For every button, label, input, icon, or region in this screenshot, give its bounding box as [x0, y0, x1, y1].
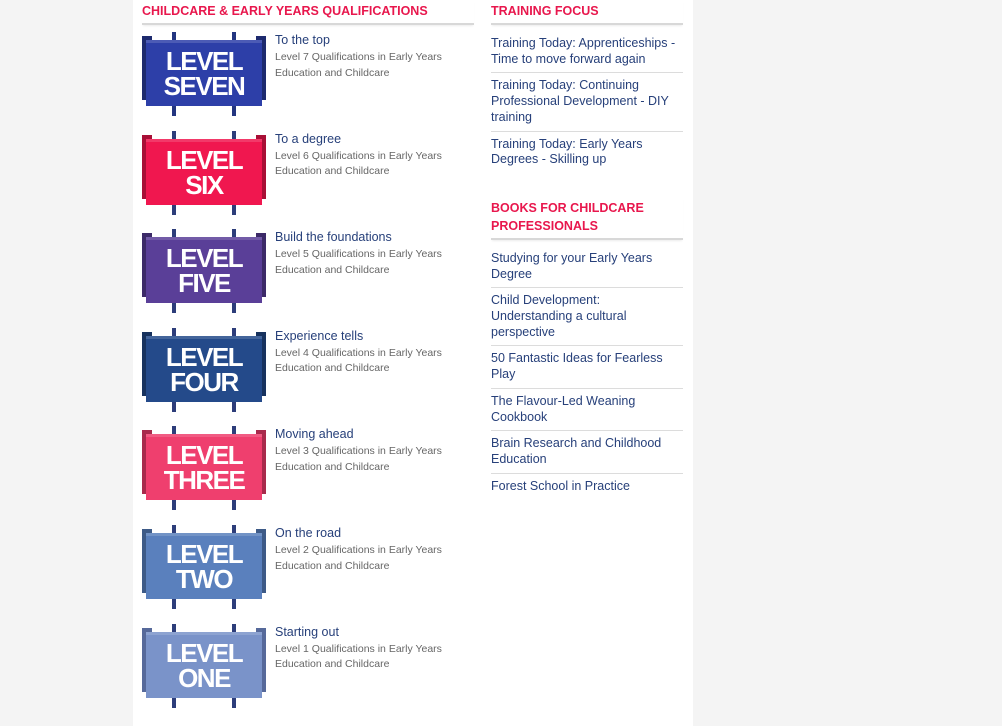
level-text-block: [275, 229, 474, 278]
book-item: [491, 389, 683, 431]
level-description: Level 3 Qualifications in Early Years Education and Childcare: [275, 445, 442, 473]
badge-number-text: ONE: [178, 662, 230, 693]
level-description: Level 6 Qualifications in Early Years Education and Childcare: [275, 149, 442, 178]
level-title-link[interactable]: Build the foundations: [275, 230, 392, 245]
book-link[interactable]: The Flavour-Led Weaning Cookbook: [491, 393, 636, 424]
level-description: Level 5 Qualifications in Early Years Education and Childcare: [275, 248, 442, 276]
training-item: [491, 73, 683, 131]
book-link[interactable]: Forest School in Practice: [491, 478, 630, 493]
book-link[interactable]: Studying for your Early Years Degree: [491, 250, 653, 281]
level-item[interactable]: [142, 328, 474, 412]
level-item[interactable]: [142, 131, 474, 215]
training-focus-heading: TRAINING FOCUS: [491, 0, 683, 25]
level-title-link[interactable]: To the top: [275, 33, 330, 47]
level-badge[interactable]: [142, 32, 266, 116]
sidebar-column: [491, 0, 683, 499]
level-title-link[interactable]: To a degree: [275, 131, 342, 146]
badge-level-text: LEVEL: [165, 440, 243, 471]
level-text-block: [275, 328, 474, 377]
books-links-list: [491, 246, 683, 499]
level-badge[interactable]: [142, 131, 266, 215]
badge-number-text: FOUR: [170, 366, 238, 397]
qualifications-column: [142, 0, 474, 693]
training-link[interactable]: Training Today: Continuing Professional Development - DIY training: [491, 78, 669, 124]
badge-level-text: LEVEL: [165, 637, 243, 668]
level-badge[interactable]: [142, 328, 266, 412]
book-link[interactable]: 50 Fantastic Ideas for Fearless Play: [491, 351, 663, 382]
badge-number-text: TWO: [175, 564, 233, 594]
level-description: Level 7 Qualifications in Early Years Education and Childcare: [275, 51, 442, 79]
level-title-link[interactable]: On the road: [275, 526, 342, 540]
level-description: Level 4 Qualifications in Early Years Education and Childcare: [275, 346, 442, 375]
badge-number-text: SIX: [185, 169, 223, 200]
badge-number-text: FIVE: [178, 268, 230, 299]
level-title-link[interactable]: Experience tells: [275, 328, 364, 343]
book-item: [491, 288, 683, 346]
content-panel: [133, 0, 693, 726]
badge-level-text: LEVEL: [165, 539, 243, 569]
level-text-block: [275, 525, 474, 574]
level-title-link[interactable]: Starting out: [275, 624, 339, 639]
book-link[interactable]: Brain Research and Childhood Education: [491, 436, 662, 466]
training-item: [491, 132, 683, 173]
level-item[interactable]: [142, 32, 474, 116]
book-item: [491, 431, 683, 473]
level-text-block: [275, 131, 474, 180]
level-description: Level 1 Qualifications in Early Years Education and Childcare: [275, 642, 442, 671]
level-item[interactable]: [142, 229, 474, 313]
book-item: [491, 246, 683, 288]
badge-number-text: SEVEN: [163, 71, 245, 101]
level-item[interactable]: [142, 624, 474, 708]
level-title-link[interactable]: Moving ahead: [275, 427, 354, 442]
training-link[interactable]: Training Today: Apprenticeships - Time to move forward again: [491, 36, 676, 66]
training-link[interactable]: Training Today: Early Years Degrees - Skilling up: [491, 136, 643, 167]
level-badge[interactable]: [142, 426, 266, 510]
books-heading: BOOKS FOR CHILDCARE PROFESSIONALS: [491, 197, 683, 240]
qualifications-heading: CHILDCARE & EARLY YEARS QUALIFICATIONS: [142, 0, 474, 25]
level-badge[interactable]: [142, 229, 266, 313]
level-badge[interactable]: [142, 624, 266, 708]
level-text-block: [275, 426, 474, 475]
badge-level-text: LEVEL: [165, 46, 243, 76]
badge-number-text: THREE: [163, 465, 245, 496]
training-item: [491, 31, 683, 73]
badge-level-text: LEVEL: [165, 341, 243, 372]
level-description: Level 2 Qualifications in Early Years Education and Childcare: [275, 544, 442, 572]
level-item[interactable]: [142, 426, 474, 510]
level-text-block: [275, 32, 474, 81]
level-badge[interactable]: [142, 525, 266, 609]
book-link[interactable]: Child Development: Understanding a cultural perspective: [491, 293, 627, 339]
book-item: [491, 474, 683, 500]
level-text-block: [275, 624, 474, 673]
badge-level-text: LEVEL: [165, 144, 243, 175]
badge-level-text: LEVEL: [165, 243, 243, 274]
training-links-list: [491, 31, 683, 173]
book-item: [491, 346, 683, 388]
level-item[interactable]: [142, 525, 474, 609]
